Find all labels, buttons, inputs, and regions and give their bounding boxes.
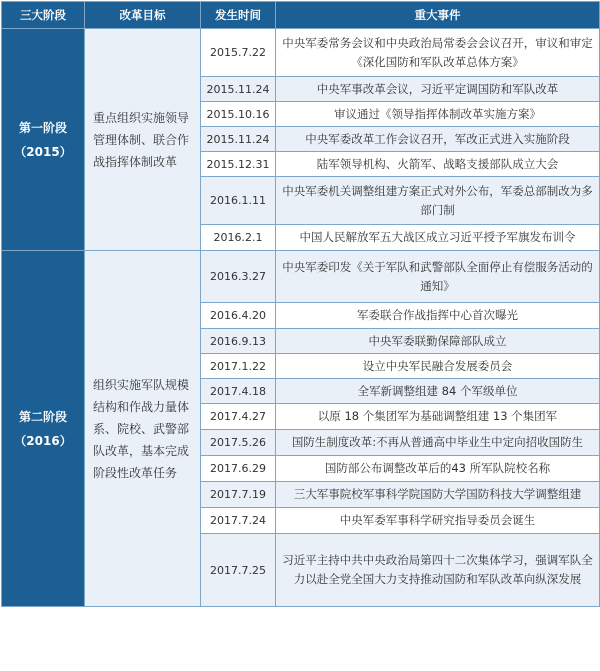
event-date: 2015.12.31 [201,152,276,177]
event-date: 2017.4.27 [201,404,276,430]
event-description: 中央军委改革工作会议召开，军改正式进入实施阶段 [276,127,600,152]
event-date: 2017.4.18 [201,379,276,404]
event-description: 陆军领导机构、火箭军、战略支援部队成立大会 [276,152,600,177]
table-row [2,29,600,77]
stage-name: 第二阶段 [18,409,67,424]
stage-cell [2,29,85,251]
reform-timeline-table [1,1,600,607]
event-date: 2016.9.13 [201,329,276,354]
header-row [2,2,600,29]
event-date: 2016.1.11 [201,177,276,225]
header-stage: 三大阶段 [2,2,85,29]
event-date: 2017.7.24 [201,508,276,534]
stage-goal: 重点组织实施领导管理体制、联合作战指挥体制改革 [85,29,201,251]
stage-year: （2016） [14,433,72,448]
stage-name: 第一阶段 [18,120,67,135]
event-description: 全军新调整组建 84 个军级单位 [276,379,600,404]
event-description: 国防生制度改革:不再从普通高中毕业生中定向招收国防生 [276,430,600,456]
event-date: 2017.7.25 [201,534,276,607]
stage-cell [2,251,85,607]
event-description: 军委联合作战指挥中心首次曝光 [276,303,600,329]
event-description: 设立中央军民融合发展委员会 [276,354,600,379]
stage-goal: 组织实施军队规模结构和作战力量体系、院校、武警部队改革，基本完成阶段性改革任务 [85,251,201,607]
event-date: 2017.1.22 [201,354,276,379]
event-date: 2016.3.27 [201,251,276,303]
event-description: 习近平主持中共中央政治局第四十二次集体学习，强调军队全力以赴全党全国大力支持推动国防和军队改革向纵深发展 [276,534,600,607]
event-description: 中央军委军事科学研究指导委员会诞生 [276,508,600,534]
event-description: 中央军委印发《关于军队和武警部队全面停止有偿服务活动的通知》 [276,251,600,303]
event-description: 国防部公布调整改革后的43 所军队院校名称 [276,456,600,482]
header-date: 发生时间 [201,2,276,29]
event-description: 中央军委联勤保障部队成立 [276,329,600,354]
event-date: 2016.4.20 [201,303,276,329]
event-description: 中央军委机关调整组建方案正式对外公布，军委总部制改为多部门制 [276,177,600,225]
event-description: 中央军委常务会议和中央政治局常委会会议召开，审议和审定《深化国防和军队改革总体方案》 [276,29,600,77]
header-event: 重大事件 [276,2,600,29]
event-date: 2015.11.24 [201,77,276,102]
event-description: 中央军事改革会议，习近平定调国防和军队改革 [276,77,600,102]
event-date: 2017.5.26 [201,430,276,456]
event-date: 2015.10.16 [201,102,276,127]
event-date: 2017.6.29 [201,456,276,482]
stage-year: （2015） [14,144,72,159]
event-date: 2015.11.24 [201,127,276,152]
event-date: 2015.7.22 [201,29,276,77]
event-date: 2016.2.1 [201,225,276,251]
event-description: 审议通过《领导指挥体制改革实施方案》 [276,102,600,127]
event-description: 以原 18 个集团军为基础调整组建 13 个集团军 [276,404,600,430]
table-body [2,29,600,607]
event-description: 中国人民解放军五大战区成立习近平授予军旗发布训令 [276,225,600,251]
header-goal: 改革目标 [85,2,201,29]
table-row [2,251,600,303]
event-date: 2017.7.19 [201,482,276,508]
event-description: 三大军事院校军事科学院国防大学国防科技大学调整组建 [276,482,600,508]
